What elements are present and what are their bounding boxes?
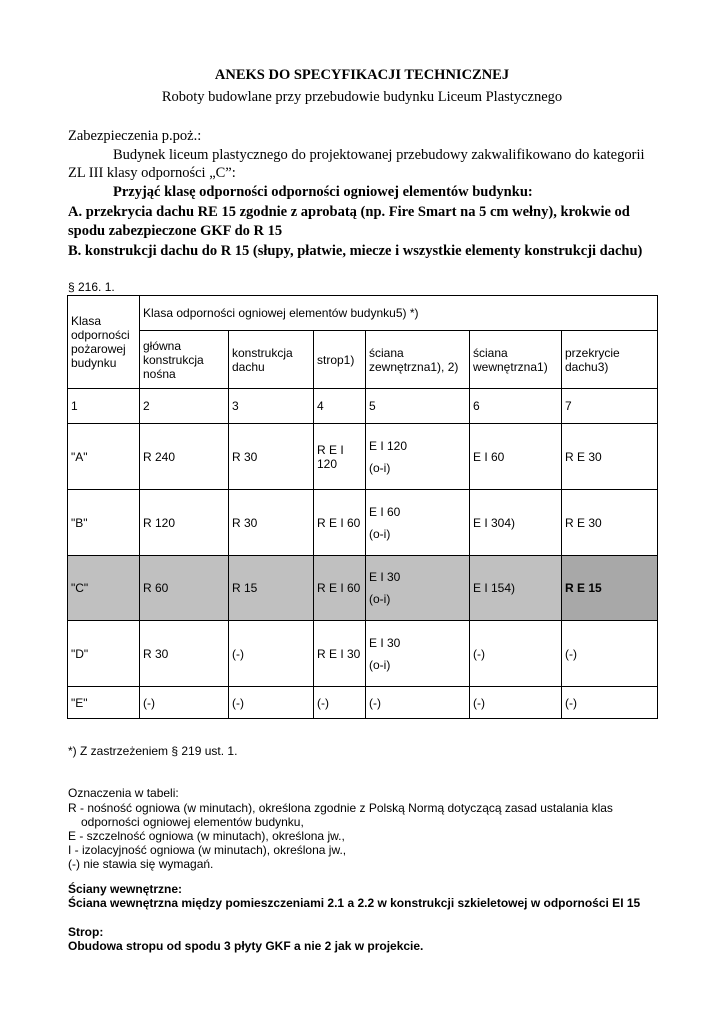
dach-cell: R 15 [229, 556, 314, 621]
zew-cell [366, 556, 470, 621]
dach-cell: (-) [229, 621, 314, 687]
zew-cell: (-) [366, 687, 470, 719]
legend-title: Oznaczenia w tabeli: [68, 786, 179, 800]
legend-r-line-2: odporności ogniowej elementów budynku, [81, 815, 304, 829]
number-cell: 5 [366, 389, 470, 424]
zew-value: E I 30 [369, 635, 401, 650]
header-przekrycie-line-2: dachu3) [565, 359, 609, 374]
ceiling-title: Strop: [68, 925, 104, 939]
glowna-cell: (-) [140, 687, 229, 719]
przekrycie-cell: R E 15 [562, 556, 658, 621]
przekrycie-cell: (-) [562, 621, 658, 687]
ceiling-text: Obudowa stropu od spodu 3 płyty GKF a nie 2 jak w projekcie. [68, 939, 424, 953]
walls-title: Ściany wewnętrzne: [68, 882, 183, 896]
class-cell: "A" [68, 424, 140, 490]
strop-cell: (-) [314, 687, 366, 719]
strop-cell: R E I 30 [314, 621, 366, 687]
header-przekrycie-line-1: przekrycie [565, 345, 620, 360]
przekrycie-cell: (-) [562, 687, 658, 719]
number-cell: 6 [470, 389, 562, 424]
dach-cell: (-) [229, 687, 314, 719]
zew-note: (o-i) [369, 592, 391, 606]
table-row-A [68, 424, 658, 490]
glowna-cell: R 240 [140, 424, 229, 490]
class-cell: "B" [68, 490, 140, 556]
zew-value: E I 120 [369, 438, 408, 453]
header-przekrycie-cell [562, 331, 658, 389]
header-wew-line-2: wewnętrzna1) [473, 359, 548, 374]
header-zew-line-2: zewnętrzna1), 2) [369, 359, 459, 374]
intro-label: Zabezpieczenia p.poż.: [68, 128, 202, 144]
fire-resistance-table [67, 295, 658, 719]
header-group-cell: Klasa odporności ogniowej elementów budynku5) *) [140, 296, 658, 331]
class-cell: "E" [68, 687, 140, 719]
zew-note: (o-i) [369, 657, 391, 672]
zew-cell [366, 424, 470, 490]
glowna-cell: R 30 [140, 621, 229, 687]
wew-cell: E I 304) [470, 490, 562, 556]
accept-line: Przyjąć klasę odporności odporności ogniowej elementów budynku: [113, 184, 533, 200]
header-row-2 [68, 331, 658, 389]
header-strop-cell: strop1) [314, 331, 366, 389]
header-class-line-1: Klasa [71, 314, 102, 328]
item-b: B. konstrukcji dachu do R 15 (słupy, płatwie, miecze i wszystkie elementy konstrukcji dachu) [68, 243, 643, 259]
header-glowna-cell [140, 331, 229, 389]
zew-cell [366, 490, 470, 556]
header-row-1 [68, 296, 658, 331]
intro-line-2: ZL III klasy odporności „C”: [68, 165, 236, 181]
table-row-B [68, 490, 658, 556]
wew-cell: E I 154) [470, 556, 562, 621]
header-dach-line-1: konstrukcja [232, 345, 293, 360]
przekrycie-cell: R E 30 [562, 490, 658, 556]
number-row [68, 389, 658, 424]
strop-cell: R E I 120 [314, 424, 366, 490]
table-row-D [68, 621, 658, 687]
table-row-E [68, 687, 658, 719]
header-zew-cell [366, 331, 470, 389]
zew-note: (o-i) [369, 526, 391, 541]
zew-note: (o-i) [369, 460, 391, 475]
wew-cell: E I 60 [470, 424, 562, 490]
number-cell: 1 [68, 389, 140, 424]
class-cell: "C" [68, 556, 140, 621]
class-cell: "D" [68, 621, 140, 687]
glowna-cell: R 60 [140, 556, 229, 621]
header-dach-cell [229, 331, 314, 389]
document-subtitle: Roboty budowlane przy przebudowie budynku Liceum Plastycznego [161, 89, 563, 105]
number-cell: 3 [229, 389, 314, 424]
strop-cell: R E I 60 [314, 490, 366, 556]
header-zew-line-1: ściana [369, 345, 404, 360]
document-title: ANEKS DO SPECYFIKACJI TECHNICZNEJ [214, 67, 510, 83]
header-class-line-2: odporności [71, 328, 130, 342]
paragraph-reference: § 216. 1. [68, 280, 115, 294]
legend-r-line-1: R - nośność ogniowa (w minutach), określona zgodnie z Polską Normą dotyczącą zasad ustalania klas [68, 801, 613, 815]
wew-cell: (-) [470, 687, 562, 719]
zew-cell [366, 621, 470, 687]
footnote: *) Z zastrzeżeniem § 219 ust. 1. [68, 744, 238, 758]
wew-cell: (-) [470, 621, 562, 687]
header-dach-line-2: dachu [232, 359, 265, 374]
header-class-line-4: budynku [71, 356, 117, 370]
legend-i: I - izolacyjność ogniowa (w minutach), określona jw., [68, 843, 347, 857]
header-wew-cell [470, 331, 562, 389]
header-class-cell [68, 296, 140, 389]
zew-value: E I 60 [369, 504, 401, 519]
header-glowna-line-1: główna [143, 338, 182, 353]
number-cell: 7 [562, 389, 658, 424]
number-cell: 4 [314, 389, 366, 424]
number-cell: 2 [140, 389, 229, 424]
item-a-line-2: spodu zabezpieczone GKF do R 15 [68, 223, 283, 239]
walls-text: Ściana wewnętrzna między pomieszczeniami 2.1 a 2.2 w konstrukcji szkieletowej w odporności EI 15 [68, 896, 641, 910]
przekrycie-cell: R E 30 [562, 424, 658, 490]
table-row-C [68, 556, 658, 621]
dach-cell: R 30 [229, 490, 314, 556]
intro-line-1: Budynek liceum plastycznego do projektowanej przebudowy zakwalifikowano do kategorii [113, 147, 645, 163]
dach-cell: R 30 [229, 424, 314, 490]
glowna-cell: R 120 [140, 490, 229, 556]
legend-e: E - szczelność ogniowa (w minutach), określona jw., [68, 829, 345, 843]
header-glowna-line-2: konstrukcja [143, 352, 204, 367]
header-glowna-line-3: nośna [143, 366, 176, 381]
header-wew-line-1: ściana [473, 345, 508, 360]
strop-cell: R E I 60 [314, 556, 366, 621]
zew-value: E I 30 [369, 570, 401, 584]
legend-dash: (-) nie stawia się wymagań. [68, 857, 214, 871]
item-a-line-1: A. przekrycia dachu RE 15 zgodnie z aprobatą (np. Fire Smart na 5 cm wełny), krokwie od [68, 204, 630, 220]
header-class-line-3: pożarowej [71, 342, 126, 356]
